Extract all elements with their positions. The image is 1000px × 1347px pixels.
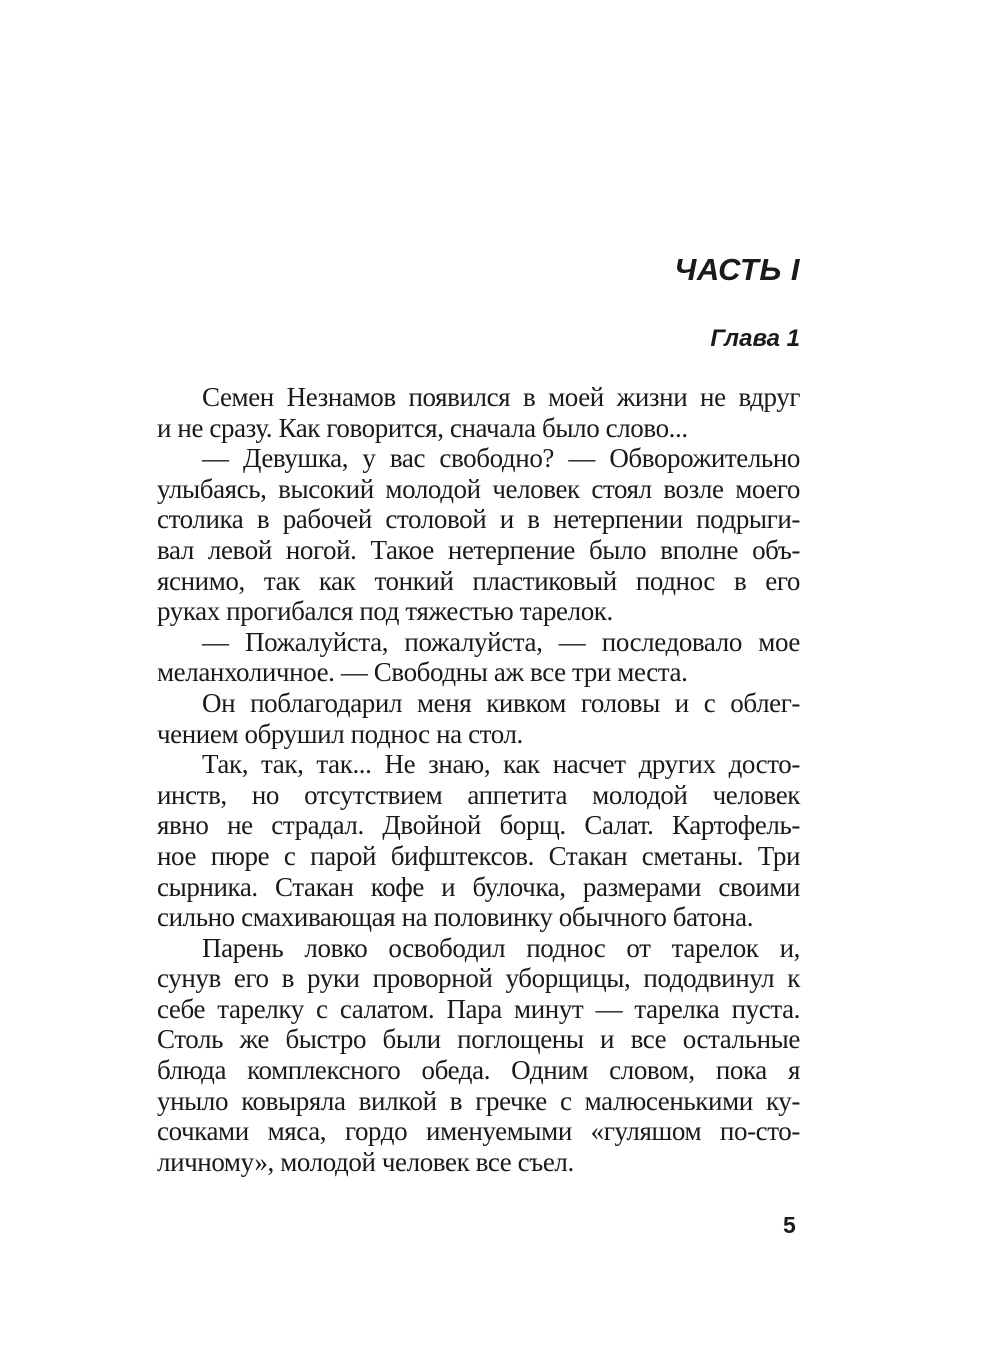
text-line: ное пюре с парой бифштексов. Стакан сметаны. Три [157, 840, 800, 871]
text-line: сочками мяса, гордо именуемыми «гуляшом по-сто- [157, 1116, 800, 1147]
part-title: ЧАСТЬ I [674, 252, 800, 287]
text-line: Столь же быстро были поглощены и все остальные [157, 1024, 800, 1055]
text-line: личному», молодой человек все съел. [157, 1146, 574, 1177]
text-line: явно не страдал. Двойной борщ. Салат. Картофель- [157, 810, 800, 841]
text-line: чением обрушил поднос на стол. [157, 718, 523, 749]
text-line: Он поблагодарил меня кивком головы и с облег- [202, 687, 800, 718]
text-line: уныло ковыряла вилкой в гречке с малюсенькими ку- [157, 1085, 800, 1116]
chapter-title: Глава 1 [710, 325, 800, 352]
text-line: Так, так, так... Не знаю, как насчет других досто- [202, 749, 800, 780]
text-line: Семен Незнамов появился в моей жизни не вдруг [202, 382, 800, 412]
text-line: вал левой ногой. Такое нетерпение было вполне объ- [157, 534, 800, 565]
text-line: — Девушка, у вас свободно? — Обворожительно [202, 443, 800, 474]
text-line: яснимо, так как тонкий пластиковый поднос в его [157, 565, 800, 596]
text-line: Парень ловко освободил поднос от тарелок и, [202, 932, 800, 963]
text-line: руках прогибался под тяжестью тарелок. [157, 596, 613, 627]
text-line: столика в рабочей столовой и в нетерпении подрыги- [157, 504, 800, 535]
text-line: — Пожалуйста, пожалуйста, — последовало мое [202, 626, 800, 657]
text-line: сунув его в руки проворной уборщицы, пододвинул к [157, 963, 800, 994]
text-line: сырника. Стакан кофе и булочка, размерами своими [157, 871, 800, 902]
text-line: блюда комплексного обеда. Одним словом, пока я [157, 1055, 800, 1086]
text-line: инств, но отсутствием аппетита молодой человек [157, 779, 800, 810]
text-line: и не сразу. Как говорится, сначала было слово... [157, 412, 688, 443]
text-line: улыбаясь, высокий молодой человек стоял возле моего [157, 473, 800, 504]
body-text [157, 382, 800, 1177]
page-number: 5 [783, 1212, 796, 1238]
text-line: меланхоличное. — Свободны аж все три места. [157, 657, 688, 688]
text-line: себе тарелку с салатом. Пара минут — тарелка пуста. [157, 993, 800, 1024]
text-line: сильно смахивающая на половинку обычного батона. [157, 902, 754, 933]
